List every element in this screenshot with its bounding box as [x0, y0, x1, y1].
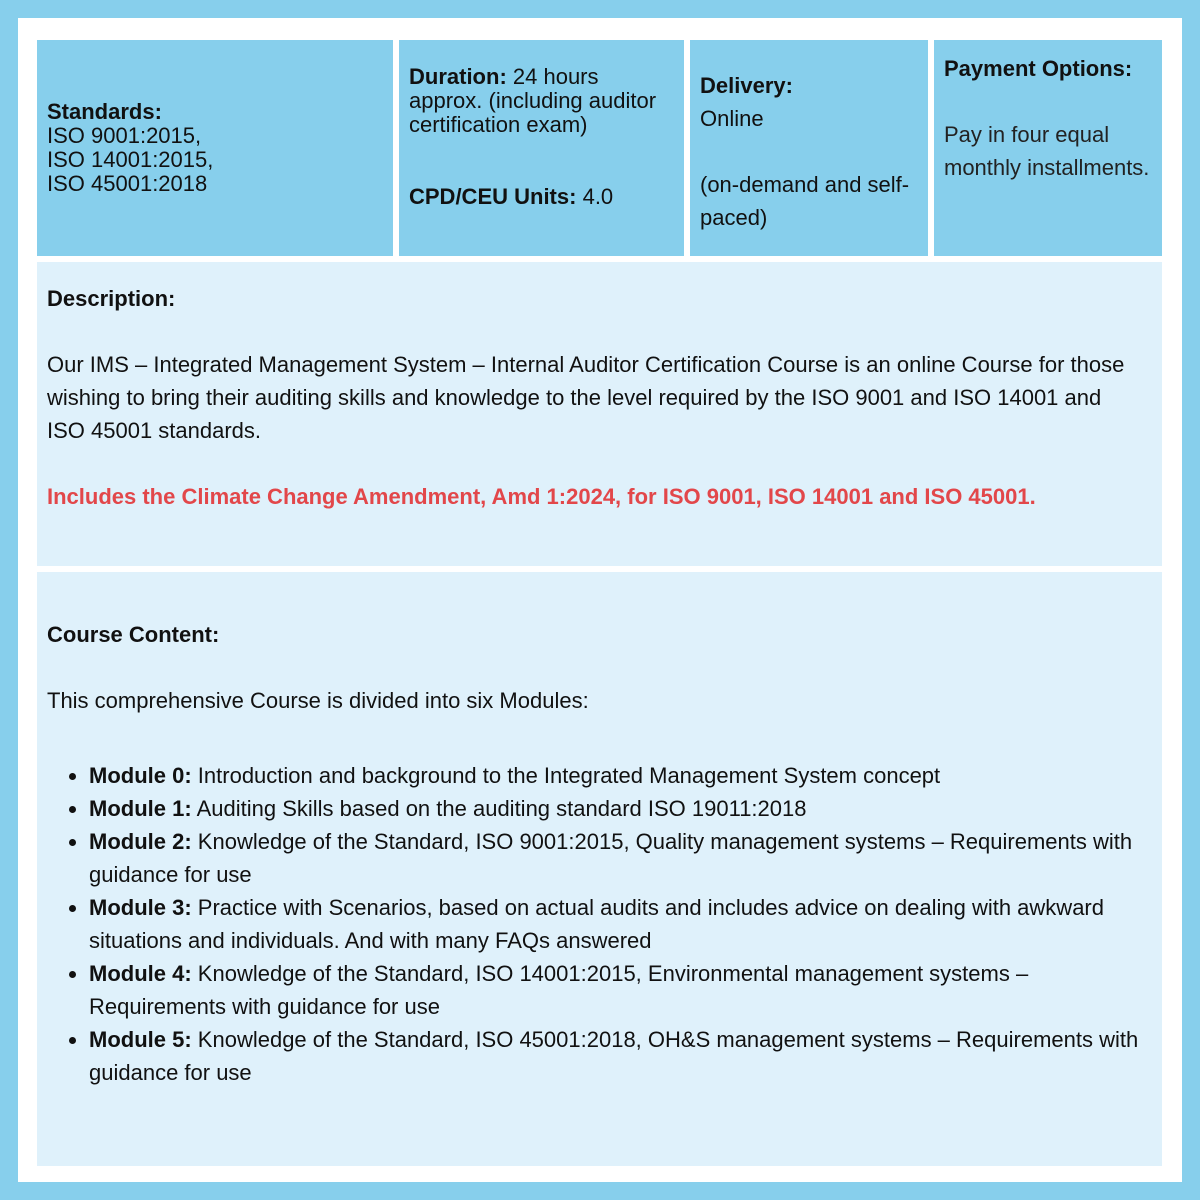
- description-highlight: Includes the Climate Change Amendment, Amd 1:2024, for ISO 9001, ISO 14001 and ISO 45001.: [47, 484, 1036, 509]
- duration-label: Duration:: [409, 64, 507, 89]
- standard-item: ISO 14001:2015,: [47, 147, 214, 172]
- module-text: Knowledge of the Standard, ISO 9001:2015, Quality management systems – Requirements with guidance for use: [89, 829, 1133, 887]
- course-info-frame: [18, 18, 1182, 1182]
- delivery-block: [700, 69, 915, 234]
- duration-block: [409, 65, 669, 137]
- list-item: [89, 792, 1149, 825]
- course-content-cell: [37, 572, 1162, 1166]
- module-label: Module 3:: [89, 895, 192, 920]
- payment-text: Pay in four equal monthly installments.: [944, 122, 1150, 180]
- module-label: Module 1:: [89, 796, 192, 821]
- delivery-note: (on-demand and self-paced): [700, 172, 910, 230]
- standards-label: Standards:: [47, 99, 162, 124]
- cpd-value: 4.0: [582, 184, 614, 209]
- module-text: Knowledge of the Standard, ISO 45001:2018, OH&S management systems – Requirements with guidance for use: [89, 1027, 1139, 1085]
- course-info-table: [33, 36, 1167, 1166]
- standards-cell: [37, 40, 393, 256]
- course-content-intro: This comprehensive Course is divided into six Modules:: [47, 688, 589, 713]
- duration-value: 24 hours approx. (including auditor certification exam): [409, 64, 657, 137]
- delivery-cell: [690, 40, 928, 256]
- course-content-label: Course Content:: [47, 622, 220, 647]
- cpd-label: CPD/CEU Units:: [409, 184, 577, 209]
- module-text: Practice with Scenarios, based on actual audits and includes advice on dealing with awkward situations and individuals. And with many FAQs answered: [89, 895, 1104, 953]
- module-label: Module 4:: [89, 961, 192, 986]
- list-item: [89, 825, 1149, 891]
- module-label: Module 5:: [89, 1027, 192, 1052]
- standards-block: [47, 100, 213, 196]
- cpd-block: [409, 185, 613, 209]
- payment-block: [944, 52, 1159, 184]
- module-text: Auditing Skills based on the auditing standard ISO 19011:2018: [196, 796, 807, 821]
- list-item: [89, 1023, 1149, 1089]
- list-item: [89, 759, 1149, 792]
- payment-cell: [934, 40, 1162, 256]
- delivery-mode: Online: [700, 106, 764, 131]
- standard-item: ISO 45001:2018: [47, 171, 208, 196]
- module-text: Introduction and background to the Integrated Management System concept: [197, 763, 941, 788]
- description-text: Our IMS – Integrated Management System – Internal Auditor Certification Course is an online Course for those wishing to bring their auditing skills and knowledge to the level required by the ISO 9001 and ISO 14001 and ISO 45001 standards.: [47, 352, 1125, 443]
- delivery-label: Delivery:: [700, 73, 793, 98]
- duration-cell: [399, 40, 684, 256]
- description-cell: [37, 262, 1162, 566]
- module-label: Module 0:: [89, 763, 192, 788]
- payment-label: Payment Options:: [944, 56, 1133, 81]
- description-label: Description:: [47, 286, 176, 311]
- module-text: Knowledge of the Standard, ISO 14001:2015, Environmental management systems – Requirements with guidance for use: [89, 961, 1029, 1019]
- module-list: [47, 759, 1149, 1089]
- list-item: [89, 957, 1149, 1023]
- list-item: [89, 891, 1149, 957]
- module-label: Module 2:: [89, 829, 192, 854]
- standard-item: ISO 9001:2015,: [47, 123, 202, 148]
